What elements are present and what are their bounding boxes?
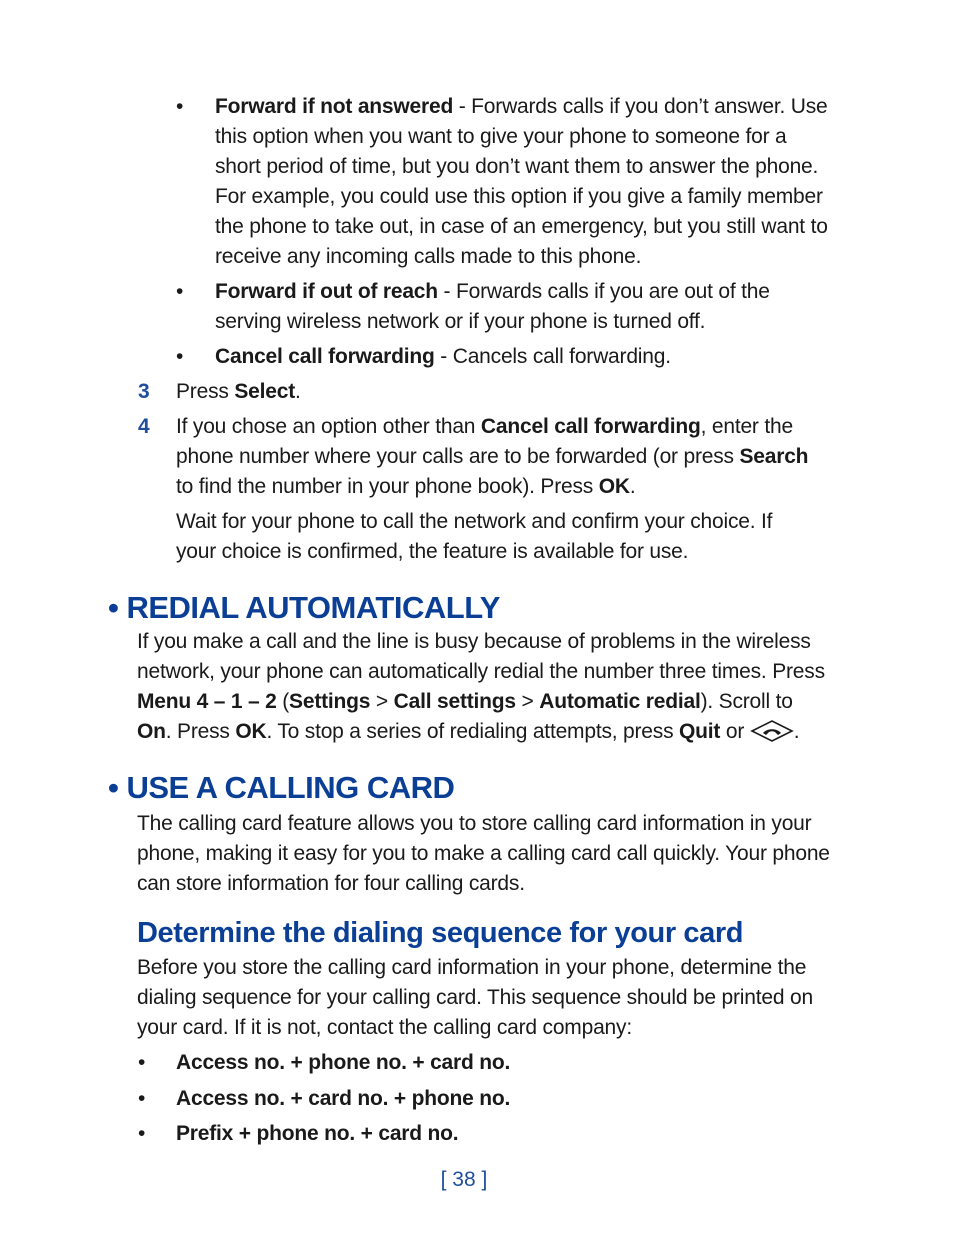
- bullet-forward-not-answered: Forward if not answered - Forwards calls if you don’t answer. Use this option when you want to give your phone to someone for a short period of time, but you don’t want them to answer the phone. For example, you could use this option if you give a family member the phone to take out, in case of an emergency, but you still want to receive any incoming calls made to this phone.: [215, 95, 828, 268]
- step-3-text: Press Select.: [176, 380, 301, 403]
- bullet-dot: •: [176, 280, 184, 303]
- calling-card-paragraph: The calling card feature allows you to store calling card information in your phone, making it easy for you to make a calling card call quickly. Your phone can store information for four calling cards.: [137, 812, 830, 895]
- page-number: [ 38 ]: [440, 1168, 488, 1191]
- bullet-cancel-call-forwarding: Cancel call forwarding - Cancels call forwarding.: [215, 345, 671, 368]
- bullet-dot: •: [176, 345, 184, 368]
- sequence-option: Prefix + phone no. + card no.: [176, 1122, 459, 1145]
- bullet-dot: •: [138, 1051, 146, 1074]
- bullet-dot: •: [138, 1087, 146, 1110]
- dialing-sequence-paragraph: Before you store the calling card information in your phone, determine the dialing sequence for your calling card. This sequence should be printed on your card. If it is not, contact the calling card company:: [137, 956, 813, 1039]
- redial-paragraph: If you make a call and the line is busy because of problems in the wireless network, your phone can automatically redial the number three times. Press Menu 4 – 1 – 2 (Settings > Call settings > Automatic redial). Scroll to On. Press OK. To stop a series of redialing attempts, press Quit or .: [137, 630, 825, 743]
- bullet-dot: •: [176, 95, 184, 118]
- bullet-dot: •: [138, 1122, 146, 1145]
- step-number: 4: [138, 415, 150, 438]
- step-4-note: Wait for your phone to call the network and confirm your choice. If your choice is confirmed, the feature is available for use.: [176, 510, 773, 563]
- section-heading-calling-card: • USE A CALLING CARD: [108, 770, 455, 805]
- step-4-text: If you chose an option other than Cancel call forwarding, enter the phone number where your calls are to be forwarded (or press Search to find the number in your phone book). Press OK.: [176, 415, 809, 498]
- sequence-option: Access no. + phone no. + card no.: [176, 1051, 511, 1074]
- step-number: 3: [138, 380, 150, 403]
- bullet-forward-out-of-reach: Forward if out of reach - Forwards calls if you are out of the serving wireless network or if your phone is turned off.: [215, 280, 770, 333]
- sequence-option: Access no. + card no. + phone no.: [176, 1087, 511, 1110]
- section-heading-redial: • REDIAL AUTOMATICALLY: [108, 590, 500, 625]
- end-call-key-icon: [750, 718, 794, 744]
- subheading-dialing-sequence: Determine the dialing sequence for your card: [137, 917, 744, 949]
